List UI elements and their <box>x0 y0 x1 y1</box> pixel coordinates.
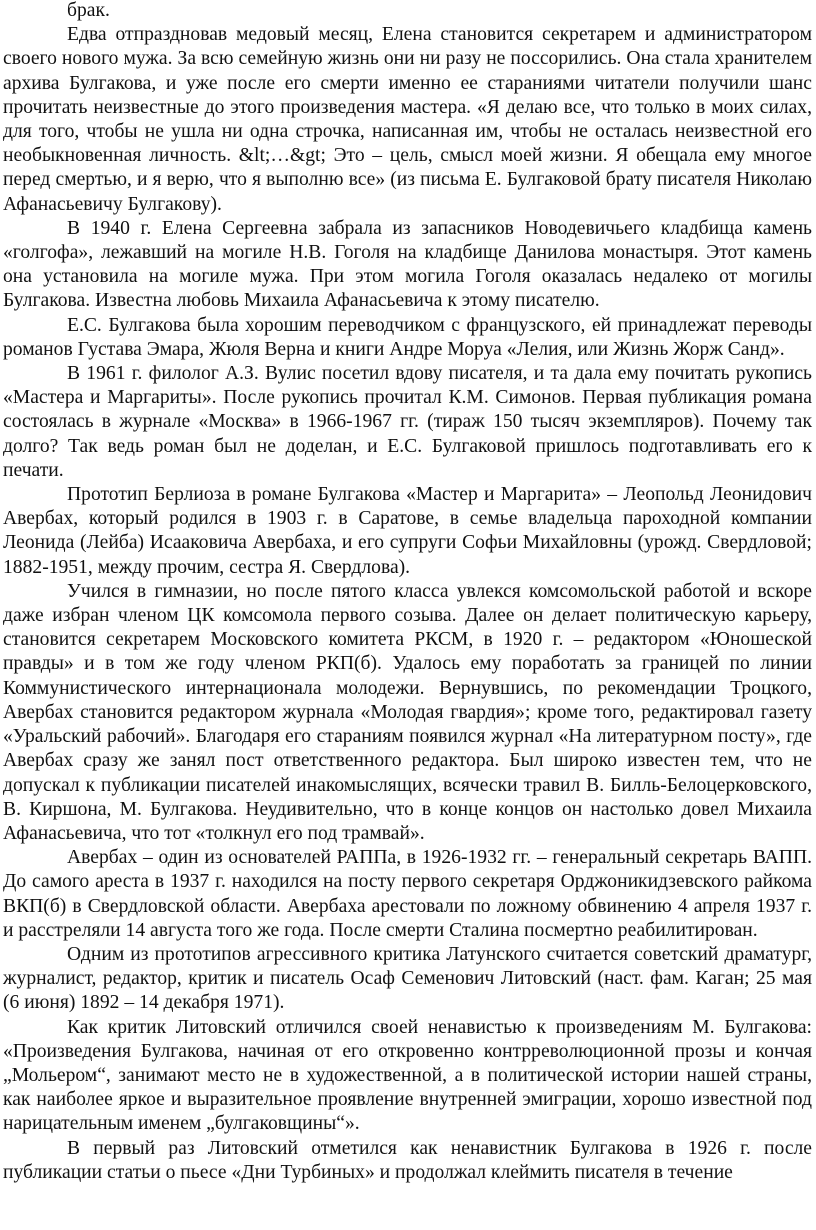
paragraph-litovsky-first: В первый раз Литовский отметился как ненавистник Булгакова в 1926 г. после публикации статьи о пьесе «Дни Турбиных» и продолжал клеймить писателя в течение <box>3 1137 812 1183</box>
document-body <box>3 0 812 1185</box>
paragraph-averbakh-rapp: Авербах – один из основателей РАППа, в 1926-1932 гг. – генеральный секретарь ВАПП. До самого ареста в 1937 г. находился на посту первого секретаря Орджоникидзевского райкома ВКП(б) в Свердловской области. Авербаха арестовали по ложному обвинению 4 апреля 1937 г. и расстреляли 14 августа того же года. После смерти Сталина посмертно реабилитирован. <box>3 847 812 941</box>
paragraph-berlioz-prototype: Прототип Берлиоза в романе Булгакова «Мастер и Маргарита» – Леопольд Леонидович Авербах, который родился в 1903 г. в Саратове, в семье владельца пароходной компании Леонида (Лейба) Исааковича Авербаха, и его супруги Софьи Михайловны (урожд. Свердловой; 1882-1951, между прочим, сестра Я. Свердлова). <box>3 484 812 578</box>
paragraph-litovsky-critic: Как критик Литовский отличился своей ненавистью к произведениям М. Булгакова: «Произведения Булгакова, начиная от его откровенно контрреволюционной прозы и кончая „Мольером“, занимают место не в художественной, а в политической истории нашей страны, как наиболее яркое и выразительное проявление внутренней эмиграции, хорошо известной под нарицательным именем „булгаковщины“». <box>3 1016 812 1135</box>
paragraph-elena-secretary: Едва отпраздновав медовый месяц, Елена становится секретарем и администратором своего нового мужа. За всю семейную жизнь они ни разу не поссорились. Она стала хранителем архива Булгакова, и уже после его смерти именно ее стараниями читатели получили шанс прочитать неизвестные до этого произведения мастера. «Я делаю все, что только в моих силах, для того, чтобы не ушла ни одна строчка, написанная им, чтобы не осталась неизвестной его необыкновенная личность. &lt;…&gt; Это – цель, смысл моей жизни. Я обещала ему многое перед смертью, и я верю, что я выполню все» (из письма Е. Булгаковой брату писателя Николаю Афанасьевичу Булгакову). <box>3 24 812 215</box>
paragraph-latunsky-prototype: Одним из прототипов агрессивного критика Латунского считается советский драматург, журналист, редактор, критик и писатель Осаф Семенович Литовский (наст. фам. Каган; 25 мая (6 июня) 1892 – 14 декабря 1971). <box>3 943 812 1014</box>
paragraph-averbakh-career: Учился в гимназии, но после пятого класса увлекся комсомольской работой и вскоре даже избран членом ЦК комсомола первого созыва. Далее он делает политическую карьеру, становится секретарем Московского комитета РКСМ, в 1920 г. – редактором «Юношеской правды» и в том же году членом РКП(б). Удалось ему поработать за границей по линии Коммунистического интернационала молодежи. Вернувшись, по рекомендации Троцкого, Авербах становится редактором журнала «Молодая гвардия»; кроме того, редактировал газету «Уральский рабочий». Благодаря его стараниям появился журнал «На литературном посту», где Авербах сразу же занял пост ответственного редактора. Был широко известен тем, что не допускал к публикации писателей инакомыслящих, всячески травил В. Билль-Белоцерковского, В. Киршона, М. Булгакова. Неудивительно, что в конце концов он настолько довел Михаила Афанасьевича, что тот «толкнул его под трамвай». <box>3 580 812 844</box>
paragraph-continuation: брак. <box>67 0 110 21</box>
paragraph-translator: Е.С. Булгакова была хорошим переводчиком с французского, ей принадлежат переводы романов Густава Эмара, Жюля Верна и книги Андре Моруа «Лелия, или Жизнь Жорж Санд». <box>3 314 812 360</box>
paragraph-publication: В 1961 г. филолог А.З. Вулис посетил вдову писателя, и та дала ему почитать рукопись «Мастера и Маргариты». После рукопись прочитал К.М. Симонов. Первая публикация романа состоялась в журнале «Москва» в 1966-1967 гг. (тираж 150 тысяч экземпляров). Почему так долго? Так ведь роман был не доделан, и Е.С. Булгаковой пришлось подготавливать его к печати. <box>3 363 812 481</box>
paragraph-golgotha-stone: В 1940 г. Елена Сергеевна забрала из запасников Новодевичьего кладбища камень «голгофа», лежавший на могиле Н.В. Гоголя на кладбище Данилова монастыря. Этот камень она установила на могиле мужа. При этом могила Гоголя оказалась недалеко от могилы Булгакова. Известна любовь Михаила Афанасьевича к этому писателю. <box>3 217 812 312</box>
